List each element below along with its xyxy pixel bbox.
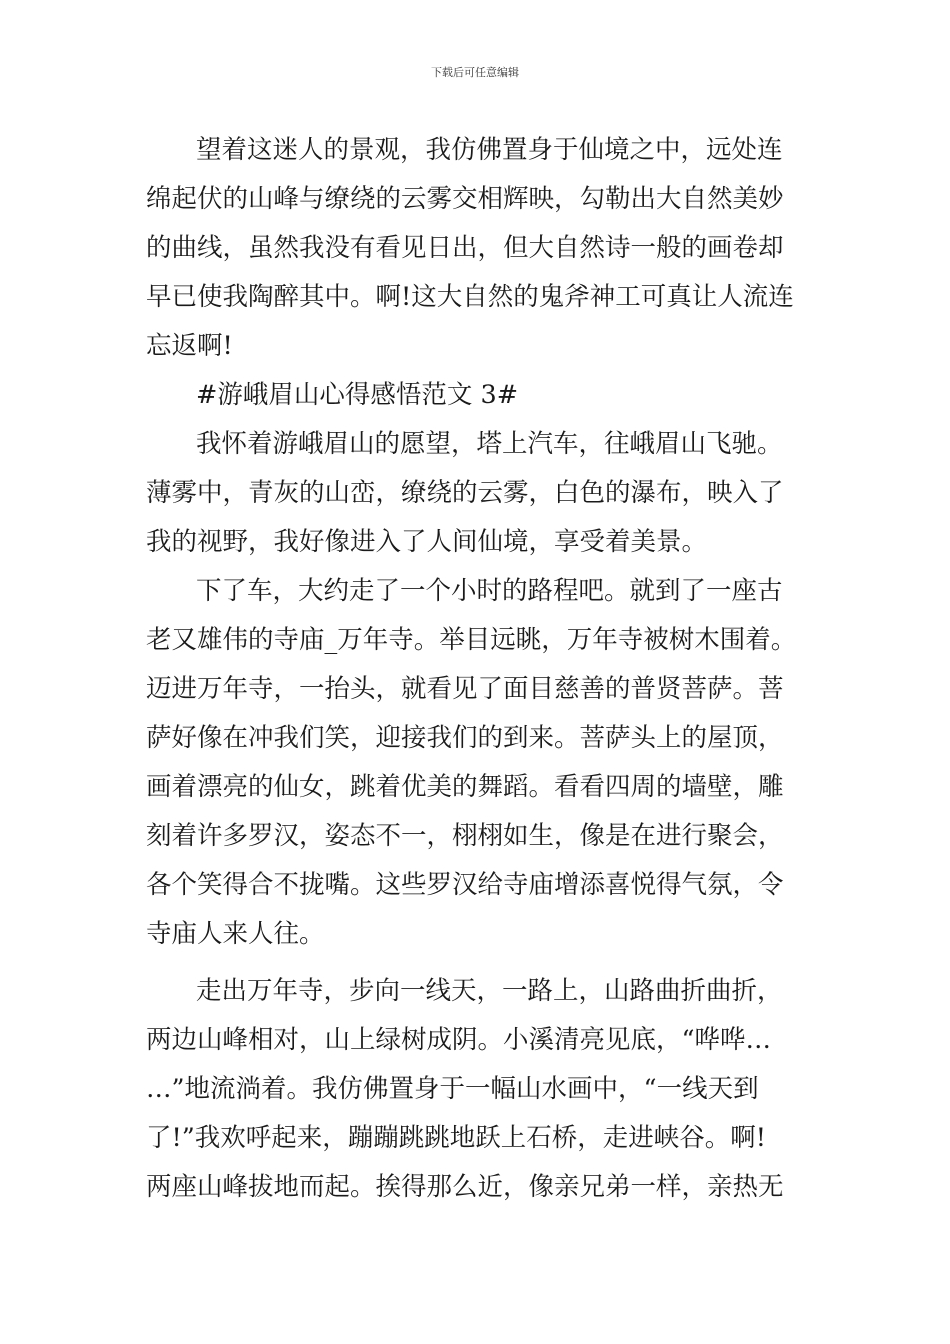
paragraph-line: 两边山峰相对，山上绿树成阴。小溪清亮见底，“哗哗… — [146, 1025, 772, 1055]
paragraph-line: 望着这迷人的景观，我仿佛置身于仙境之中，远处连 — [196, 135, 783, 165]
paragraph-line: 下了车，大约走了一个小时的路程吧。就到了一座古 — [196, 576, 783, 606]
paragraph-line: 各个笑得合不拢嘴。这些罗汉给寺庙增添喜悦得气氛，令 — [146, 870, 784, 900]
paragraph-line: 早已使我陶醉其中。啊!这大自然的鬼斧神工可真让人流连 — [146, 282, 794, 312]
paragraph-line: 萨好像在冲我们笑，迎接我们的到来。菩萨头上的屋顶， — [146, 723, 784, 753]
paragraph-line: 两座山峰拔地而起。挨得那么近，像亲兄弟一样，亲热无 — [146, 1172, 784, 1202]
paragraph-line: 寺庙人来人往。 — [146, 919, 325, 949]
page-header-note: 下载后可任意编辑 — [431, 66, 519, 79]
paragraph-spacer — [146, 959, 810, 967]
section-heading — [146, 371, 810, 420]
paragraph-line: 的曲线，虽然我没有看见日出，但大自然诗一般的画卷却 — [146, 233, 784, 263]
paragraph-line: 画着漂亮的仙女，跳着优美的舞蹈。看看四周的墙壁，雕 — [146, 772, 784, 802]
paragraph-2 — [146, 420, 810, 567]
paragraph-line: 走出万年寺，步向一线天，一路上，山路曲折曲折， — [196, 976, 783, 1006]
paragraph-line: 我的视野，我好像进入了人间仙境，享受着美景。 — [146, 527, 708, 557]
paragraph-line: 了!”我欢呼起来，蹦蹦跳跳地跃上石桥，走进峡谷。啊! — [146, 1123, 767, 1153]
section-heading-text: #游峨眉山心得感悟范文 3# — [196, 380, 519, 410]
paragraph-line: 迈进万年寺，一抬头，就看见了面目慈善的普贤菩萨。菩 — [146, 674, 784, 704]
paragraph-3 — [146, 567, 810, 959]
paragraph-line: 我怀着游峨眉山的愿望，塔上汽车，往峨眉山飞驰。 — [196, 429, 783, 459]
document-body — [146, 126, 810, 1212]
paragraph-4 — [146, 967, 810, 1212]
paragraph-line: 绵起伏的山峰与缭绕的云雾交相辉映，勾勒出大自然美妙 — [146, 184, 784, 214]
paragraph-line: 薄雾中，青灰的山峦，缭绕的云雾，白色的瀑布，映入了 — [146, 478, 784, 508]
paragraph-1 — [146, 126, 810, 371]
paragraph-line: 老又雄伟的寺庙_万年寺。举目远眺，万年寺被树木围着。 — [146, 625, 797, 655]
paragraph-line: 忘返啊! — [146, 331, 233, 361]
paragraph-line: …”地流淌着。我仿佛置身于一幅山水画中，“一线天到 — [146, 1074, 759, 1104]
paragraph-line: 刻着许多罗汉，姿态不一，栩栩如生，像是在进行聚会， — [146, 821, 784, 851]
